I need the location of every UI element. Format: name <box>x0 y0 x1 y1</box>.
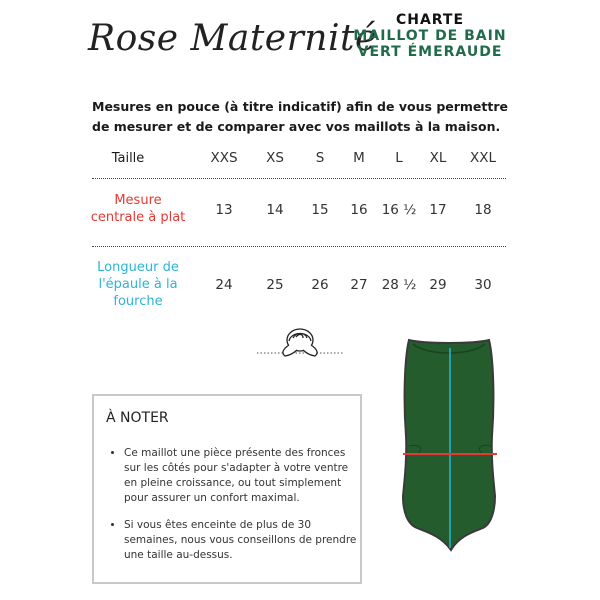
value-cell: 16 <box>350 202 368 218</box>
note-item: • Ce maillot une pièce présente des fronces sur les côtés pour s'adapter à votre ventre en pleine croissance, ou tout simplement pour assurer un confort maximal. <box>124 446 364 506</box>
value-cell: 27 <box>350 277 368 293</box>
value-cell: 16 ½ <box>381 202 417 218</box>
intro-text: Mesures en pouce (à titre indicatif) afin de vous permettre de mesurer et de comparer avec vos maillots à la maison. <box>92 99 508 134</box>
table-divider <box>92 246 506 247</box>
chart-title-line1: CHARTE <box>395 12 465 28</box>
value-cell: 14 <box>266 202 284 218</box>
value-cell: 28 ½ <box>381 277 417 293</box>
row-label-chest: Mesure centrale à plat <box>90 193 186 225</box>
note-title: À NOTER <box>106 410 169 426</box>
value-cell: 13 <box>215 202 233 218</box>
size-cell: L <box>395 150 403 166</box>
value-cell: 24 <box>215 277 233 293</box>
chart-title-line3: VERT ÉMERAUDE <box>357 44 503 60</box>
note-box <box>92 394 362 584</box>
size-cell: XL <box>429 150 447 166</box>
size-cell: XXL <box>469 150 497 166</box>
note-item: • Si vous êtes enceinte de plus de 30 semaines, nous vous conseillons de prendre une taille au-dessus. <box>124 518 364 563</box>
table-divider <box>92 178 506 179</box>
value-cell: 29 <box>429 277 447 293</box>
swimsuit-illustration <box>395 336 505 554</box>
size-cell: M <box>353 150 365 166</box>
brand-logo: Rose Maternité <box>88 18 377 59</box>
value-cell: 30 <box>474 277 492 293</box>
size-cell: XS <box>266 150 284 166</box>
size-cell: XXS <box>210 150 238 166</box>
size-cell: S <box>315 150 325 166</box>
row-label-length: Longueur de l'épaule à la fourche <box>97 260 179 309</box>
size-label: Taille <box>111 151 145 166</box>
note-list <box>108 446 364 575</box>
value-cell: 18 <box>474 202 492 218</box>
chart-title <box>350 12 510 60</box>
value-cell: 15 <box>311 202 329 218</box>
value-cell: 17 <box>429 202 447 218</box>
chart-title-line2: MAILLOT DE BAIN <box>353 28 507 44</box>
rose-icon <box>255 323 345 363</box>
value-cell: 25 <box>266 277 284 293</box>
value-cell: 26 <box>311 277 329 293</box>
